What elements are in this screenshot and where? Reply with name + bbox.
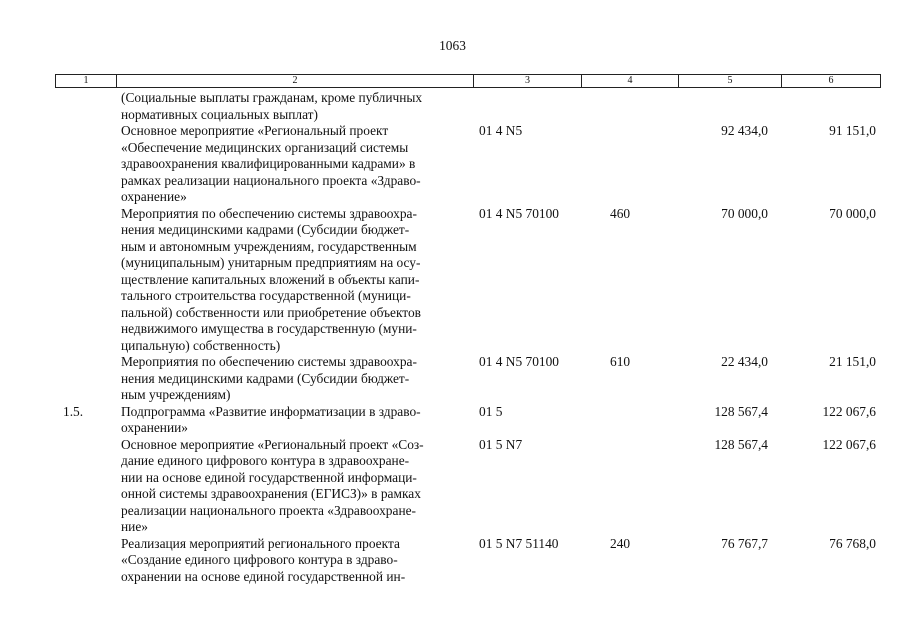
row-value-col6: 91 151,0 xyxy=(829,123,876,138)
row-value-col5: 128 567,4 xyxy=(714,403,768,419)
row-code: 01 4 N5 70100 xyxy=(479,205,559,221)
row-description-line: онной системы здравоохранения (ЕГИСЗ)» в рамках xyxy=(121,486,421,501)
table-row xyxy=(55,536,880,586)
column-header-5: 5 xyxy=(679,75,782,88)
row-expense-type: 610 xyxy=(610,354,631,369)
row-description-line: (Социальные выплаты гражданам, кроме публичных xyxy=(121,90,423,105)
row-description xyxy=(121,437,468,536)
row-description xyxy=(121,90,468,123)
row-value-col6: 122 067,6 xyxy=(822,436,876,452)
row-code: 01 5 xyxy=(479,403,503,419)
row-description xyxy=(121,206,468,355)
row-value-col5: 92 434,0 xyxy=(721,123,768,138)
column-header-4: 4 xyxy=(582,75,679,88)
table-row xyxy=(55,206,880,355)
row-code: 01 5 N7 51140 xyxy=(479,535,559,551)
table-row xyxy=(55,354,880,404)
row-description-line: Мероприятия по обеспечению системы здравоохра- xyxy=(121,205,417,221)
row-description-line: ществление капитальных вложений в объекты капи- xyxy=(121,271,420,287)
column-header-3: 3 xyxy=(474,75,582,88)
row-description-line: Мероприятия по обеспечению системы здравоохра- xyxy=(121,354,417,369)
table-row xyxy=(55,437,880,536)
row-value-col6: 21 151,0 xyxy=(829,354,876,369)
row-description-line: «Создание единого цифрового контура в здраво- xyxy=(121,552,398,567)
column-header-1: 1 xyxy=(56,75,117,88)
row-description-line: «Обеспечение медицинских организаций системы xyxy=(121,139,409,155)
row-value-col5: 76 767,7 xyxy=(721,535,768,551)
row-description-line: реализации национального проекта «Здравоохране- xyxy=(121,502,417,518)
row-expense-type: 240 xyxy=(610,535,631,551)
row-description-line: здравоохранения квалифицированными кадрами» в xyxy=(121,156,416,171)
row-value-col6: 70 000,0 xyxy=(829,205,876,221)
row-value-col5: 128 567,4 xyxy=(714,436,768,452)
table-row xyxy=(55,90,880,123)
row-description-line: охранении на основе единой государственной ин- xyxy=(121,568,406,584)
row-description-line: Основное мероприятие «Региональный проект «Соз- xyxy=(121,436,424,452)
row-value-col5: 22 434,0 xyxy=(721,354,768,369)
row-description xyxy=(121,123,468,206)
row-description-line: охранении» xyxy=(121,420,188,435)
table-row xyxy=(55,123,880,206)
row-number: 1.5. xyxy=(63,403,84,419)
row-description-line: ным и автономным учреждениям, государственным xyxy=(121,238,417,254)
row-description-line: тального строительства государственной (муници- xyxy=(121,288,411,303)
column-header-row xyxy=(56,75,881,88)
row-value-col6: 76 768,0 xyxy=(829,535,876,551)
row-description-line: ние» xyxy=(121,519,148,534)
row-description-line: рамках реализации национального проекта «Здраво- xyxy=(121,172,421,188)
row-description-line: Основное мероприятие «Региональный проект xyxy=(121,123,389,138)
row-description-line: ным учреждениям) xyxy=(121,387,231,402)
row-description-line: (муниципальным) унитарным предприятиям на осу- xyxy=(121,255,421,270)
row-description-line: нии на основе единой государственной информаци- xyxy=(121,469,417,485)
budget-table-body xyxy=(55,90,880,585)
row-expense-type: 460 xyxy=(610,205,631,221)
table-row xyxy=(55,404,880,437)
row-description-line: Реализация мероприятий регионального проекта xyxy=(121,535,400,551)
row-description-line: Подпрограмма «Развитие информатизации в здраво- xyxy=(121,403,421,419)
row-description-line: недвижимого имущества в государственную (муни- xyxy=(121,321,417,336)
row-value-col6: 122 067,6 xyxy=(822,403,876,419)
row-description-line: нения медицинскими кадрами (Субсидии бюджет- xyxy=(121,222,410,237)
row-description-line: пальной) собственности или приобретение объектов xyxy=(121,304,421,320)
row-description xyxy=(121,536,468,586)
row-description-line: охранение» xyxy=(121,189,187,204)
row-code: 01 5 N7 xyxy=(479,436,523,452)
row-description-line: дание единого цифрового контура в здравоохране- xyxy=(121,453,410,468)
row-description-line: нения медицинскими кадрами (Субсидии бюджет- xyxy=(121,370,410,386)
column-header-2: 2 xyxy=(117,75,474,88)
row-description xyxy=(121,354,468,404)
row-description-line: ципальную) собственность) xyxy=(121,337,281,353)
row-description xyxy=(121,404,468,437)
row-code: 01 4 N5 xyxy=(479,123,523,138)
column-header-6: 6 xyxy=(782,75,881,88)
row-code: 01 4 N5 70100 xyxy=(479,354,559,369)
row-value-col5: 70 000,0 xyxy=(721,205,768,221)
column-header-table xyxy=(55,74,881,88)
page-number: 1063 xyxy=(439,38,466,53)
row-description-line: нормативных социальных выплат) xyxy=(121,106,318,122)
